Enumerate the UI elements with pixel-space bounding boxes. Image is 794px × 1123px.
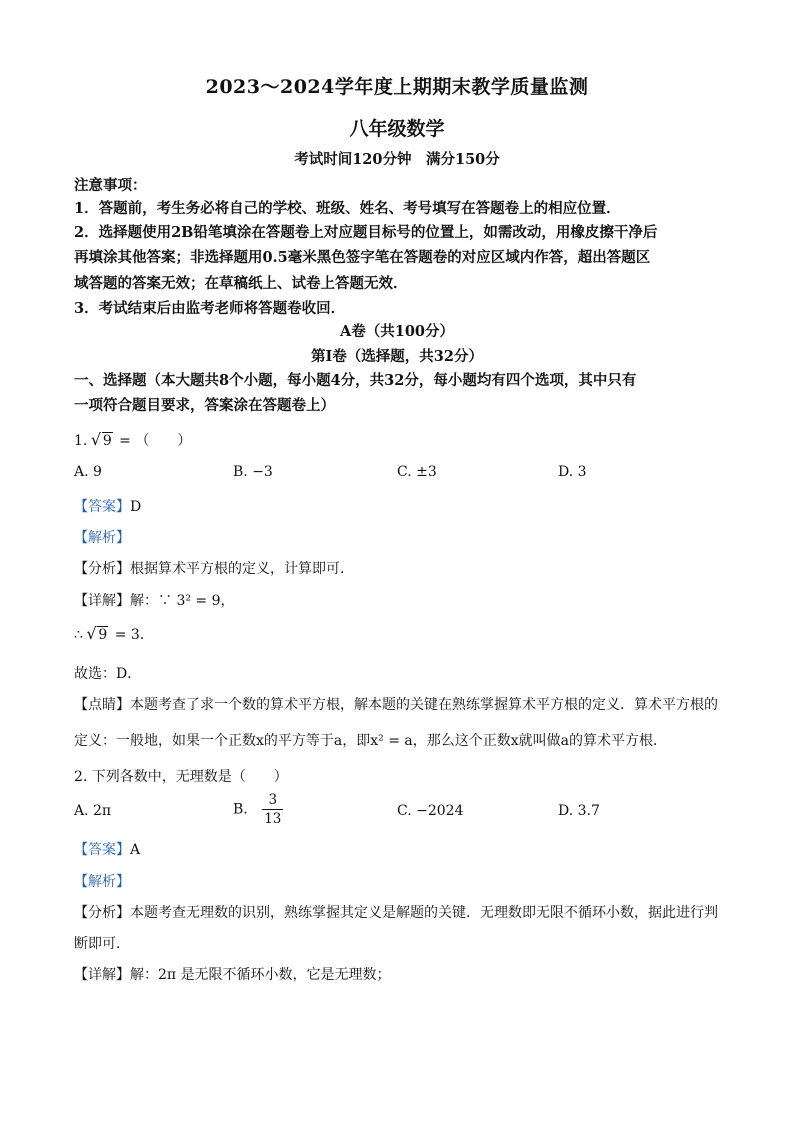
q1-fenxi [74, 558, 354, 578]
exam-title: 2023～2024学年度上期期末教学质量监测 [205, 76, 589, 98]
q2-stem: 2. 下列各数中，无理数是（ ） [74, 769, 288, 785]
q2-option-b [233, 791, 283, 828]
q1-therefore-radicand: 9 [98, 627, 108, 643]
q1-analysis-tag: 【解析】 [74, 530, 130, 546]
fraction-denominator: 13 [264, 811, 282, 827]
notice-item-1: 1．答题前，考生务必将自己的学校、班级、姓名、考号填写在答题卷上的相应位置． [74, 200, 621, 217]
q1-answer [74, 496, 141, 516]
notice-heading: 注意事项： [74, 177, 147, 194]
exam-subtitle: 八年级数学 [349, 118, 445, 140]
q1-therefore-tail: = 3． [110, 627, 154, 643]
detail-tag: 【详解】 [74, 967, 130, 983]
q1-option-d: D. 3 [558, 464, 587, 480]
notice-item-2-line-1: 2．选择题使用2B铅笔填涂在答题卷上对应题目标号的位置上，如需改动，用橡皮擦干净后 [74, 224, 658, 241]
therefore-symbol: ∴ [74, 627, 88, 643]
fenxi-tag: 【分析】 [74, 561, 130, 577]
q2-answer-value: A [130, 842, 141, 858]
sqrt-symbol [87, 627, 108, 643]
choice-section-line-2: 一项符合题目要求，答案涂在答题卷上） [74, 397, 335, 414]
q2-fenxi-text: 本题考查无理数的识别，熟练掌握其定义是解题的关键．无理数即无限不循环小数，据此进行判 [130, 905, 718, 921]
q1-stem-tail: = （ ） [114, 433, 192, 449]
q1-option-b: B. −3 [233, 464, 273, 480]
dianjing-tag: 【点睛】 [74, 697, 130, 713]
volume-a-heading: A卷（共100分） [339, 323, 455, 340]
q1-dianjing-line-2: 定义：一般地，如果一个正数x的平方等于a，即x² = a，那么这个正数x就叫做a的算术平方根． [74, 733, 667, 749]
q2-detail [74, 964, 391, 984]
detail-tag: 【详解】 [74, 593, 130, 609]
exam-info: 考试时间120分钟 满分150分 [294, 151, 500, 168]
q2-fenxi-line-2: 断即可． [74, 936, 130, 952]
q1-option-c: C. ±3 [397, 464, 437, 480]
part-one-heading: 第Ⅰ卷（选择题，共32分） [311, 348, 483, 365]
q2-option-a: A. 2π [74, 803, 112, 819]
q1-answer-value: D [130, 499, 142, 515]
q1-therefore [74, 624, 154, 644]
answer-tag: 【答案】 [74, 842, 130, 858]
q1-fenxi-text: 根据算术平方根的定义，计算即可． [130, 561, 354, 577]
q1-choose: 故选：D． [74, 666, 142, 682]
q2-analysis-tag: 【解析】 [74, 874, 130, 890]
q1-radicand: 9 [102, 433, 112, 449]
q1-dianjing-line-1 [74, 694, 718, 714]
q1-number: 1. [74, 433, 88, 449]
choice-section-line-1: 一、选择题（本大题共8个小题，每小题4分，共32分，每小题均有四个选项，其中只有 [74, 372, 637, 389]
q1-detail-text: 解：∵ 3² = 9， [130, 593, 235, 609]
fraction [262, 791, 283, 828]
notice-item-2-line-3: 域答题的答案无效；在草稿纸上、试卷上答题无效． [74, 275, 408, 292]
q2-option-d: D. 3.7 [558, 803, 600, 819]
notice-item-2-line-2: 再填涂其他答案；非选择题用0.5毫米黑色签字笔在答题卷的对应区域内作答，超出答题区 [74, 249, 651, 266]
q1-detail [74, 590, 235, 610]
q2-detail-text: 解：2π 是无限不循环小数，它是无理数； [130, 967, 391, 983]
q2-option-c: C. −2024 [397, 803, 464, 819]
q1-option-a: A. 9 [74, 464, 102, 480]
q2-option-b-label: B. [233, 801, 248, 818]
fenxi-tag: 【分析】 [74, 905, 130, 921]
notice-item-3: 3．考试结束后由监考老师将答题卷收回． [74, 300, 346, 317]
q2-answer [74, 839, 140, 859]
q1-dianjing-text: 本题考查了求一个数的算术平方根，解本题的关键在熟练掌握算术平方根的定义．算术平方根的 [130, 697, 718, 713]
sqrt-symbol [92, 433, 113, 449]
q1-stem [74, 430, 191, 450]
q2-fenxi-line-1 [74, 902, 718, 922]
answer-tag: 【答案】 [74, 499, 130, 515]
fraction-numerator: 3 [262, 791, 283, 810]
